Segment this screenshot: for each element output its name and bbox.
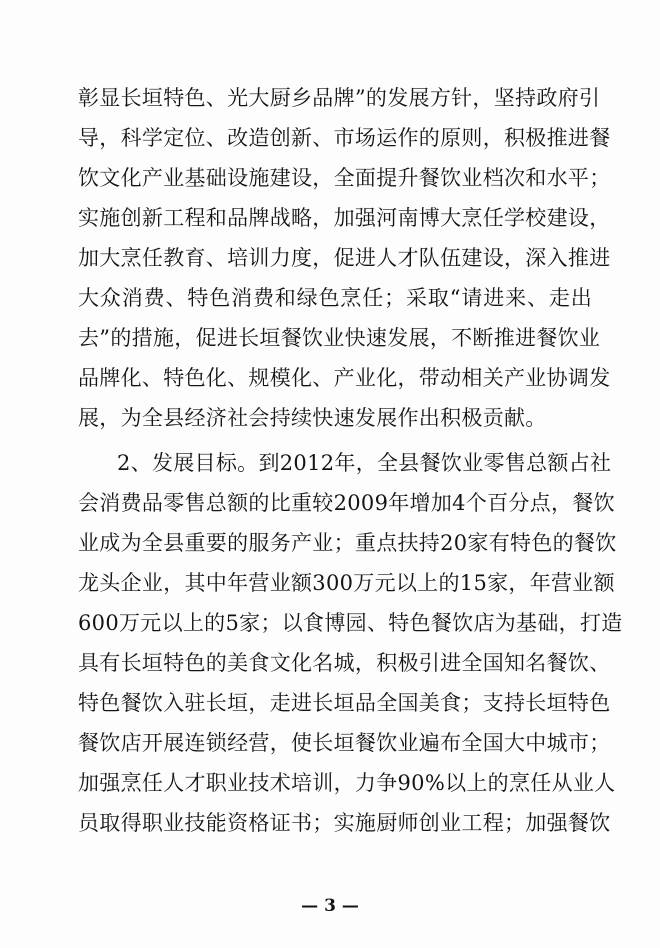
text-line-1: 彰显长垣特色、光大厨乡品牌”的发展方针，坚持政府引 (78, 86, 601, 110)
text-line-4: 实施创新工程和品牌战略，加强河南博大烹任学校建设， (78, 206, 611, 230)
text-line-19: 员取得职业技能资格证书；实施厨师创业工程；加强餐饮 (78, 811, 611, 835)
text-line-2: 导，科学定位、改造创新、市场运作的原则，积极推进餐 (78, 126, 611, 150)
text-line-18: 加强烹任人才职业技术培训，力争90%以上的烹任从业人 (78, 771, 616, 795)
text-line-3: 饮文化产业基础设施建设，全面提升餐饮业档次和水平； (78, 166, 611, 190)
text-line-11: 会消费品零售总额的比重较2009年增加4个百分点，餐饮 (78, 491, 615, 515)
text-line-17: 餐饮店开展连锁经营，使长垣餐饮业遍布全国大中城市； (78, 731, 611, 755)
text-line-9: 展，为全县经济社会持续快速发展作出积极贡献。 (78, 406, 547, 430)
text-line-7: 去”的措施，促进长垣餐饮业快速发展，不断推进餐饮业 (78, 326, 601, 350)
text-line-10: 2、发展目标。到2012年，全县餐饮业零售总额占社 (117, 451, 612, 475)
text-line-6: 大众消费、特色消费和绿色烹任；采取“请进来、走出 (78, 286, 592, 310)
text-line-5: 加大烹任教育、培训力度，促进人才队伍建设，深入推进 (78, 246, 611, 270)
text-line-15: 具有长垣特色的美食文化名城，积极引进全国知名餐饮、 (78, 651, 611, 675)
text-line-16: 特色餐饮入驻长垣，走进长垣品全国美食；支持长垣特色 (78, 691, 611, 715)
text-line-8: 品牌化、特色化、规模化、产业化，带动相关产业协调发 (78, 366, 611, 390)
text-line-14: 600万元以上的5家；以食博园、特色餐饮店为基础，打造 (78, 611, 623, 635)
page-number: — 3 — (301, 896, 359, 916)
text-line-12: 业成为全县重要的服务产业；重点扶持20家有特色的餐饮 (78, 531, 617, 555)
text-line-13: 龙头企业，其中年营业额300万元以上的15家，年营业额 (78, 571, 615, 595)
